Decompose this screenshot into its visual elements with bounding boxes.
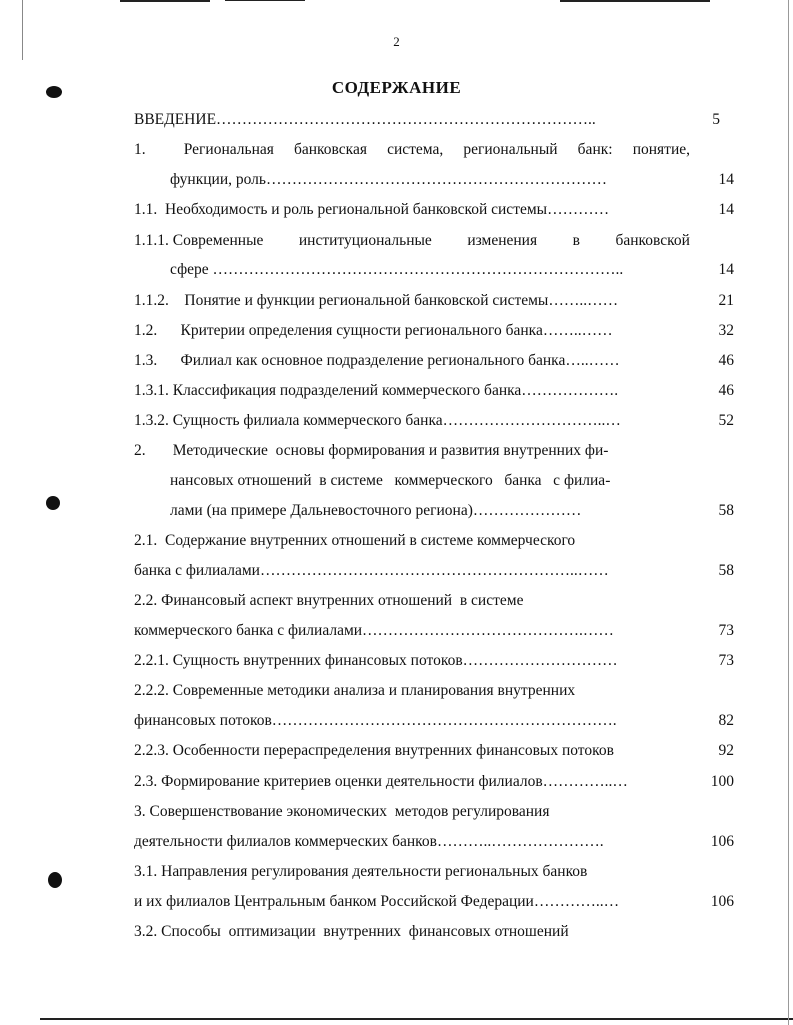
toc-word: институциональные	[298, 232, 432, 249]
toc-entry	[134, 857, 734, 887]
toc-entry-text: финансовых потоков………………………………………………………….	[134, 712, 617, 729]
toc-entry	[134, 767, 734, 797]
toc-entry	[134, 586, 734, 616]
toc-entry-page: 46	[718, 382, 734, 399]
toc-entry-text: нансовых отношений в системе коммерческого банка с филиа-	[170, 472, 611, 489]
toc-entry-page: 106	[710, 893, 734, 910]
toc-entry-continuation	[134, 827, 734, 857]
toc-entry-text: банка с филиалами……………………………………………………..……	[134, 562, 609, 579]
toc-word: в	[572, 232, 580, 249]
scan-left-edge	[22, 0, 23, 60]
page-number: 2	[393, 34, 400, 49]
toc-entry-text: 1.3.2. Сущность филиала коммерческого банка…………………………..…	[134, 412, 621, 429]
toc-word: банковской	[615, 232, 690, 249]
toc-entry-text: 2.2.3. Особенности перераспределения внутренних финансовых потоков	[134, 742, 614, 759]
toc-entry-text: 2.1. Содержание внутренних отношений в системе коммерческого	[134, 532, 576, 549]
toc-entry-page: 58	[718, 562, 734, 579]
toc-entry-page: 5	[712, 111, 720, 128]
toc-word: Региональная	[183, 141, 274, 158]
toc-entry-continuation	[170, 165, 734, 195]
toc-entry	[134, 226, 690, 256]
toc-entry	[134, 346, 734, 376]
toc-entry-page: 14	[718, 171, 734, 188]
toc-entry-continuation	[134, 556, 734, 586]
toc-entry-text: деятельности филиалов коммерческих банков………..………………….	[134, 833, 604, 850]
toc-entry-text: 2.2. Финансовый аспект внутренних отношений в системе	[134, 592, 524, 609]
toc-word: банк:	[577, 141, 613, 158]
toc-entry	[134, 736, 734, 766]
toc-entry-text: 2.2.1. Сущность внутренних финансовых потоков…………………………	[134, 652, 618, 669]
toc-entry-page: 58	[718, 502, 734, 519]
toc-entry-continuation	[170, 255, 734, 285]
toc-entry-text: коммерческого банка с филиалами…………………………………….……	[134, 622, 614, 639]
page-title: СОДЕРЖАНИЕ	[331, 78, 462, 97]
toc-word: понятие,	[632, 141, 690, 158]
toc-entry-page: 32	[718, 322, 734, 339]
toc-entry-text: 3. Совершенствование экономических методов регулирования	[134, 803, 550, 820]
toc-entry-continuation	[170, 466, 734, 496]
toc-entry-text: 2.3. Формирование критериев оценки деятельности филиалов…………..…	[134, 773, 628, 790]
toc-entry-page: 106	[710, 833, 734, 850]
toc-entry-text: 2.2.2. Современные методики анализа и планирования внутренних	[134, 682, 576, 699]
toc-entry-text: функции, роль…………………………………………………………	[170, 171, 607, 188]
toc-word: 1.	[134, 141, 146, 158]
toc-entry	[134, 376, 734, 406]
toc-entry	[134, 316, 734, 346]
toc-entry-page: 52	[718, 412, 734, 429]
punch-hole-mark-3	[48, 872, 62, 888]
toc-entry-text: 2. Методические основы формирования и развития внутренних фи-	[134, 442, 609, 459]
toc-entry-text: ВВЕДЕНИЕ………………………………………………………………..	[134, 111, 596, 128]
toc-entry-text: 3.1. Направления регулирования деятельности региональных банков	[134, 863, 588, 880]
toc-word: изменения	[467, 232, 538, 249]
toc-entry-continuation	[134, 616, 734, 646]
toc-word: региональный	[463, 141, 558, 158]
scan-top-line-mid	[225, 0, 305, 1]
scan-bottom-line	[40, 1018, 793, 1020]
toc-entry	[134, 105, 734, 135]
toc-entry-continuation	[134, 887, 734, 917]
toc-entry-page: 46	[718, 352, 734, 369]
toc-entry-continuation	[170, 496, 734, 526]
toc-entry	[134, 646, 734, 676]
toc-entry-page: 21	[718, 292, 734, 309]
toc-entry	[134, 406, 734, 436]
toc-entry-text: 1.3.1. Классификация подразделений коммерческого банка……………….	[134, 382, 619, 399]
toc-entry-text: 1.1.2. Понятие и функции региональной банковской системы……..……	[134, 292, 619, 309]
toc-word: 1.1.1. Современные	[134, 232, 264, 249]
toc-entry-text: и их филиалов Центральным банком Российской Федерации…………..…	[134, 893, 620, 910]
toc-entry-text: 1.3. Филиал как основное подразделение регионального банка…..……	[134, 352, 620, 369]
toc-word: система,	[387, 141, 444, 158]
scan-right-edge	[788, 0, 789, 1025]
punch-hole-mark-2	[46, 496, 60, 510]
toc-word: банковская	[294, 141, 367, 158]
toc-entry-page: 14	[718, 201, 734, 218]
toc-entry	[134, 797, 734, 827]
toc-entry-continuation	[134, 706, 734, 736]
toc-entry-text: лами (на примере Дальневосточного региона)…………………	[170, 502, 582, 519]
toc-entry	[134, 135, 690, 165]
toc-entry-page: 14	[718, 261, 734, 278]
scan-top-line-left	[120, 0, 210, 2]
toc-entry	[134, 676, 734, 706]
scan-top-line-right	[560, 0, 710, 2]
toc-entry	[134, 436, 734, 466]
toc-entry	[134, 917, 734, 947]
toc-entry-page: 82	[718, 712, 734, 729]
toc-entry-page: 73	[718, 622, 734, 639]
toc-entry-text	[134, 135, 690, 165]
toc-entry-text: 1.2. Критерии определения сущности регионального банка……..……	[134, 322, 613, 339]
toc-entry-page: 92	[718, 742, 734, 759]
toc-entry-text: 1.1. Необходимость и роль региональной банковской системы…………	[134, 201, 610, 218]
toc-entry-text	[134, 226, 690, 256]
toc-entry	[134, 526, 734, 556]
toc-entry-page: 100	[710, 773, 734, 790]
toc-entry-text: 3.2. Способы оптимизации внутренних финансовых отношений	[134, 923, 569, 940]
toc-entry-page: 73	[718, 652, 734, 669]
toc-entry-text: сфере ……………………………………………………………………..	[170, 261, 624, 278]
toc-entry	[134, 195, 734, 225]
toc-entry	[134, 286, 734, 316]
